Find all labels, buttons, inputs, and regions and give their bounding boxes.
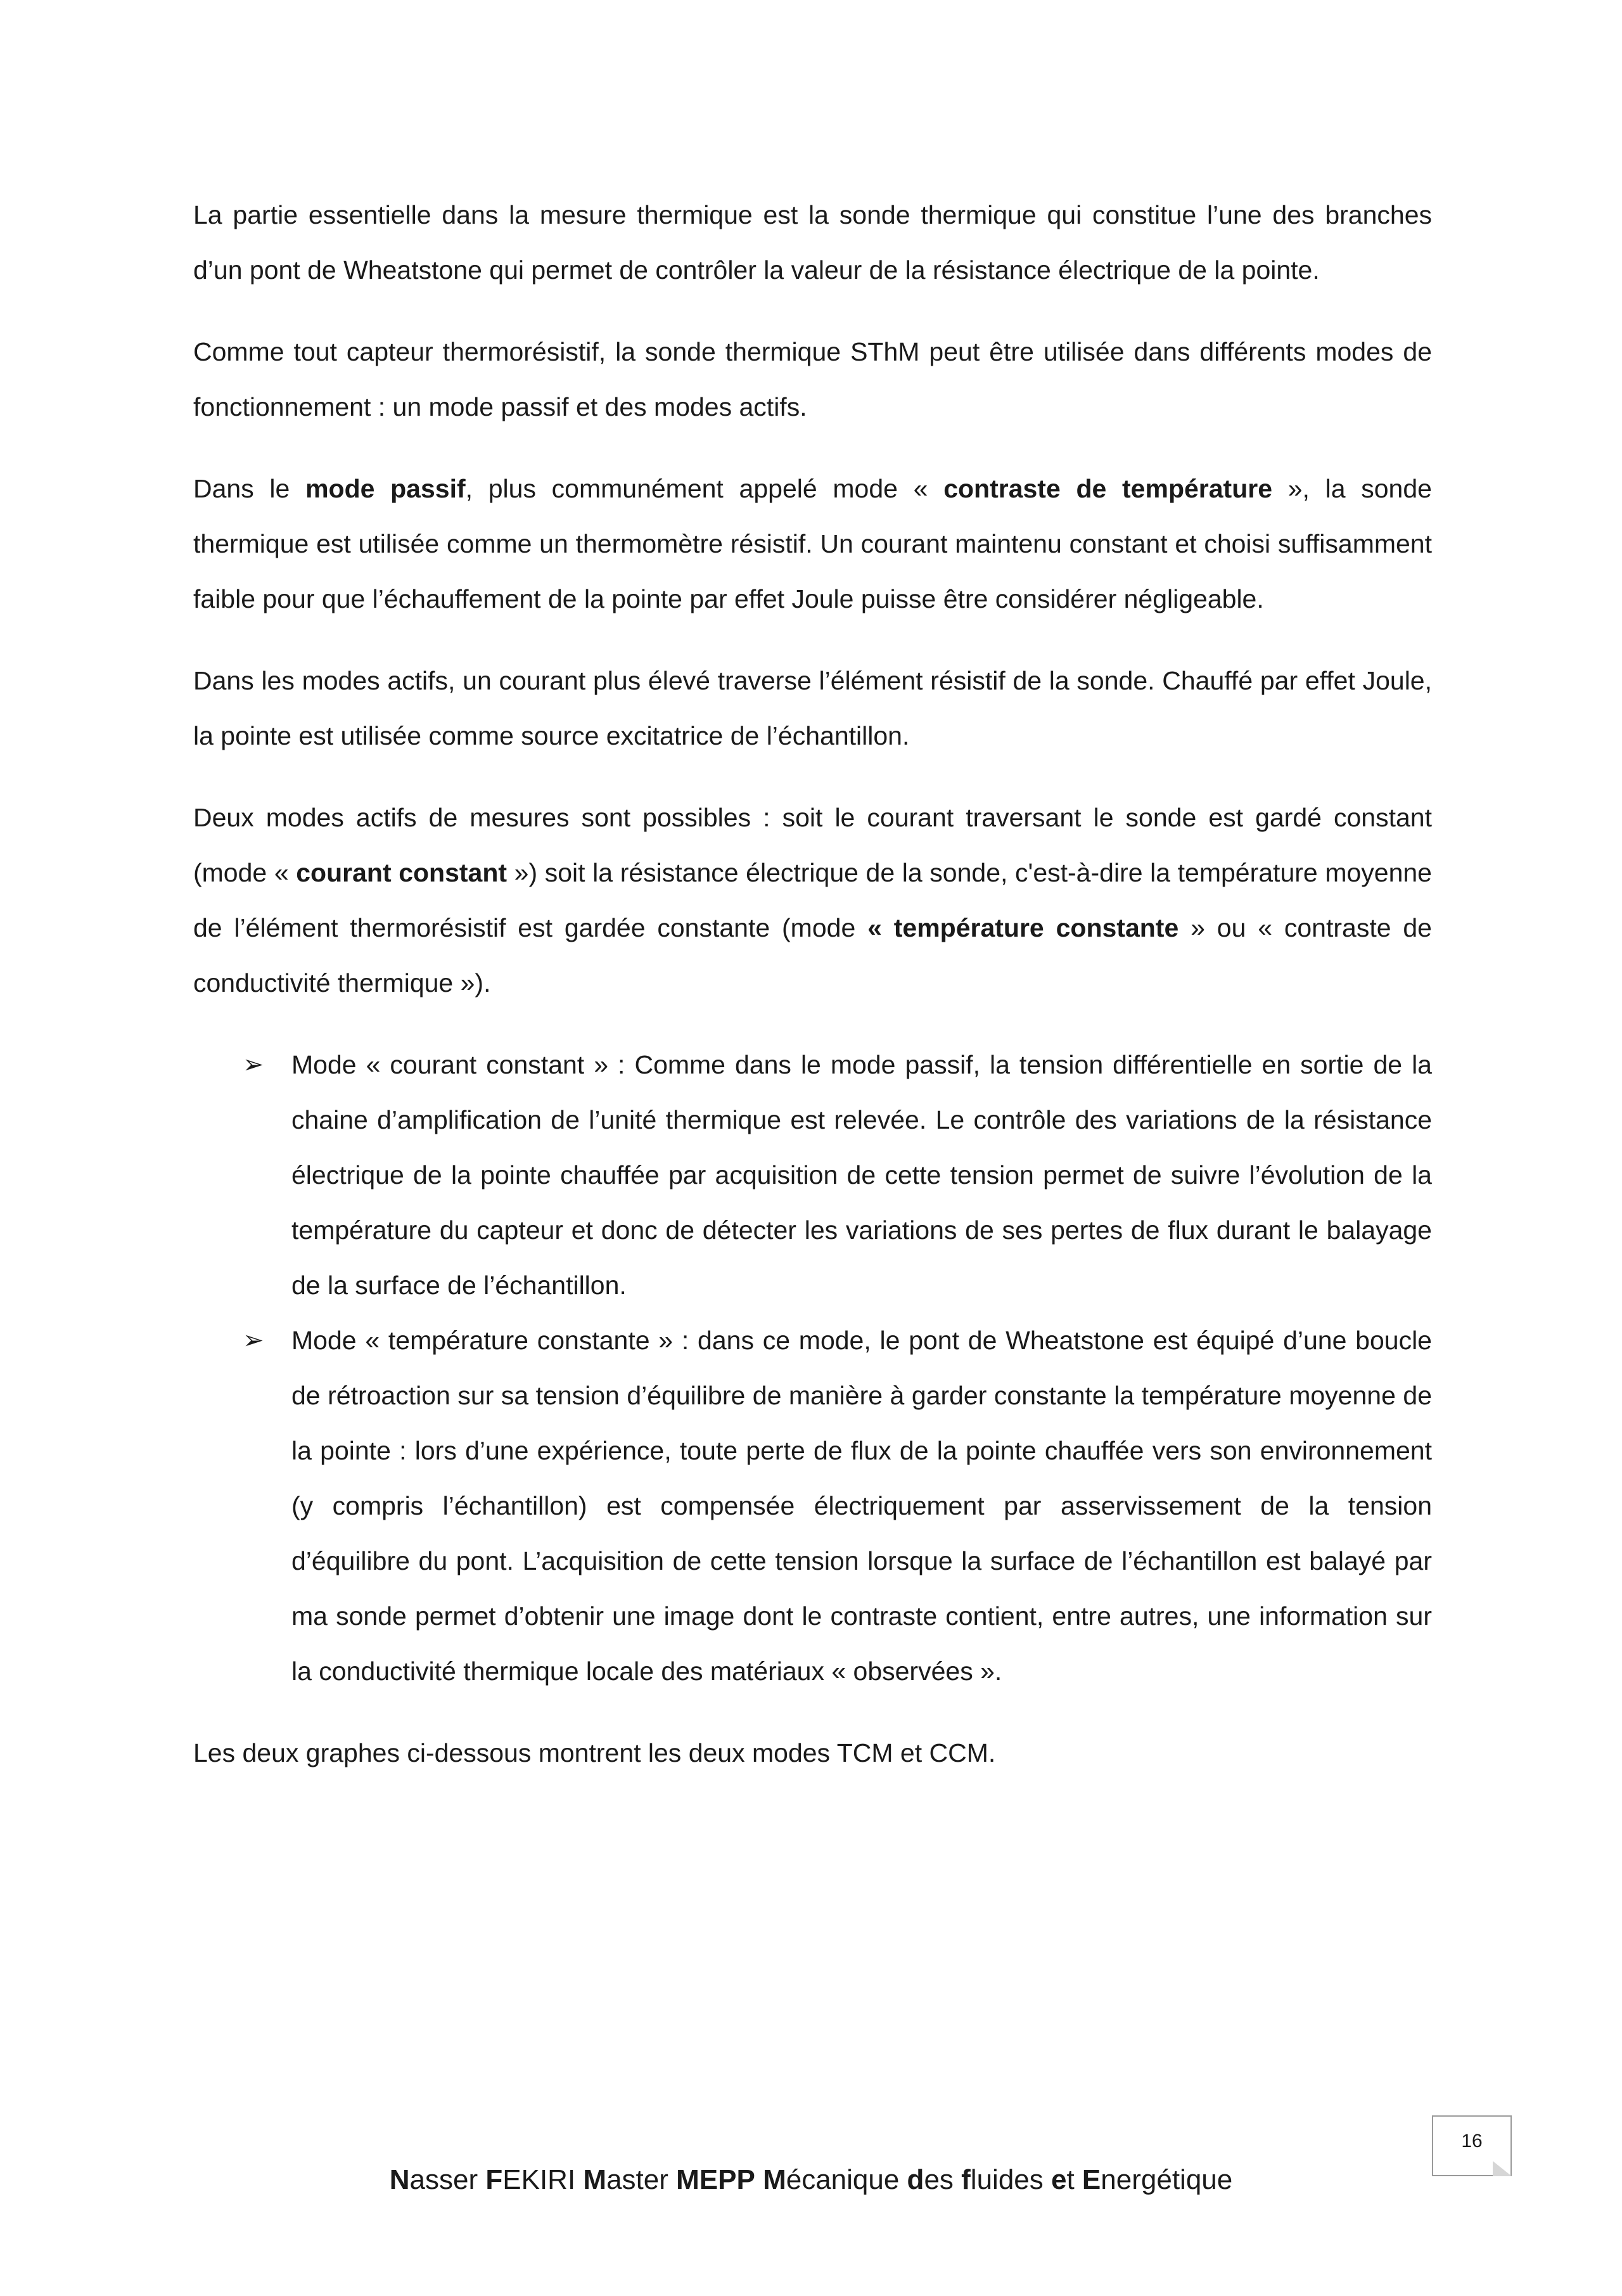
paragraph bbox=[193, 461, 1432, 627]
bold-text-run: F bbox=[485, 2164, 503, 2195]
bold-text-run: contraste de température bbox=[943, 474, 1272, 503]
bullet-text: Mode « température constante » : dans ce mode, le pont de Wheatstone est équipé d’une boucle de rétroaction sur sa tension d’équilibre de manière à garder constante la température moyenne de la pointe : lors d’une expérience, toute perte de flux de la pointe chauffée vers son environnement (y compris l’échantillon) est compensée électriquement par asservissement de la tension d’équilibre du pont. L’acquisition de cette tension lorsque la surface de l’échantillon est balayé par ma sonde permet d’obtenir une image dont le contraste contient, entre autres, une information sur la conductivité thermique locale des matériaux « observées ». bbox=[291, 1326, 1432, 1686]
text-run: » ou « contraste de conductivité thermique »). bbox=[193, 913, 1432, 997]
bullet-text: Mode « courant constant » : Comme dans le mode passif, la tension différentielle en sortie de la chaine d’amplification de l’unité thermique est relevée. Le contrôle des variations de la résistance électrique de la pointe chauffée par acquisition de cette tension permet de suivre l’évolution de la température du capteur et donc de détecter les variations de ses pertes de flux durant le balayage de la surface de l’échantillon. bbox=[291, 1050, 1432, 1300]
bold-text-run: MEPP bbox=[676, 2164, 755, 2195]
bold-text-run: M bbox=[763, 2164, 786, 2195]
text-run: Deux modes actifs de mesures sont possibles : soit le courant traversant le sonde est gardé constant (mode « bbox=[193, 803, 1432, 887]
paragraph bbox=[193, 790, 1432, 1011]
list-item bbox=[193, 1037, 1432, 1313]
bold-text-run: E bbox=[1082, 2164, 1101, 2195]
bold-text-run: f bbox=[961, 2164, 971, 2195]
bold-text-run: N bbox=[389, 2164, 410, 2195]
text-run: Comme tout capteur thermorésistif, la sonde thermique SThM peut être utilisée dans différents modes de fonctionnement : un mode passif et des modes actifs. bbox=[193, 337, 1432, 421]
page-number: 16 bbox=[1461, 2131, 1483, 2152]
bullet-list bbox=[193, 1037, 1432, 1699]
text-run: aster bbox=[606, 2164, 677, 2195]
bold-text-run: d bbox=[907, 2164, 924, 2195]
document-body bbox=[193, 188, 1432, 1807]
paragraph bbox=[193, 653, 1432, 764]
bold-text-run: M bbox=[583, 2164, 607, 2195]
text-run: », la sonde thermique est utilisée comme un thermomètre résistif. Un courant maintenu constant et choisi suffisamment faible pour que l’échauffement de la pointe par effet Joule puisse être considérer négligeable. bbox=[193, 474, 1432, 613]
text-run: t bbox=[1066, 2164, 1082, 2195]
text-run: Dans le bbox=[193, 474, 306, 503]
paragraph bbox=[193, 324, 1432, 435]
text-run bbox=[755, 2164, 763, 2195]
bold-text-run: courant constant bbox=[296, 858, 508, 887]
text-run: Dans les modes actifs, un courant plus élevé traverse l’élément résistif de la sonde. Chauffé par effet Joule, la pointe est utilisée comme source excitatrice de l’échantillon. bbox=[193, 666, 1432, 750]
text-run: es bbox=[924, 2164, 962, 2195]
bold-text-run: mode passif bbox=[305, 474, 466, 503]
bold-text-run: « température constante bbox=[867, 913, 1179, 942]
list-item bbox=[193, 1313, 1432, 1699]
bold-text-run: e bbox=[1050, 2164, 1067, 2195]
text-run: ») soit la résistance électrique de la sonde, c'est-à-dire la température moyenne de l’élément thermorésistif est gardée constante (mode bbox=[193, 858, 1432, 942]
text-run: La partie essentielle dans la mesure thermique est la sonde thermique qui constitue l’une des branches d’un pont de Wheatstone qui permet de contrôler la valeur de la résistance électrique de la pointe. bbox=[193, 200, 1432, 285]
arrow-bullet-icon: ➢ bbox=[243, 1326, 264, 1354]
arrow-bullet-icon: ➢ bbox=[243, 1051, 264, 1079]
text-run: écanique bbox=[786, 2164, 907, 2195]
text-run: EKIRI bbox=[502, 2164, 584, 2195]
text-run: asser bbox=[409, 2164, 486, 2195]
text-run: nergétique bbox=[1101, 2164, 1233, 2195]
closing-paragraph: Les deux graphes ci-dessous montrent les deux modes TCM et CCM. bbox=[193, 1738, 996, 1767]
text-run: luides bbox=[970, 2164, 1051, 2195]
paragraph bbox=[193, 188, 1432, 298]
page-footer bbox=[0, 2161, 1622, 2199]
text-run: , plus communément appelé mode « bbox=[465, 474, 944, 503]
